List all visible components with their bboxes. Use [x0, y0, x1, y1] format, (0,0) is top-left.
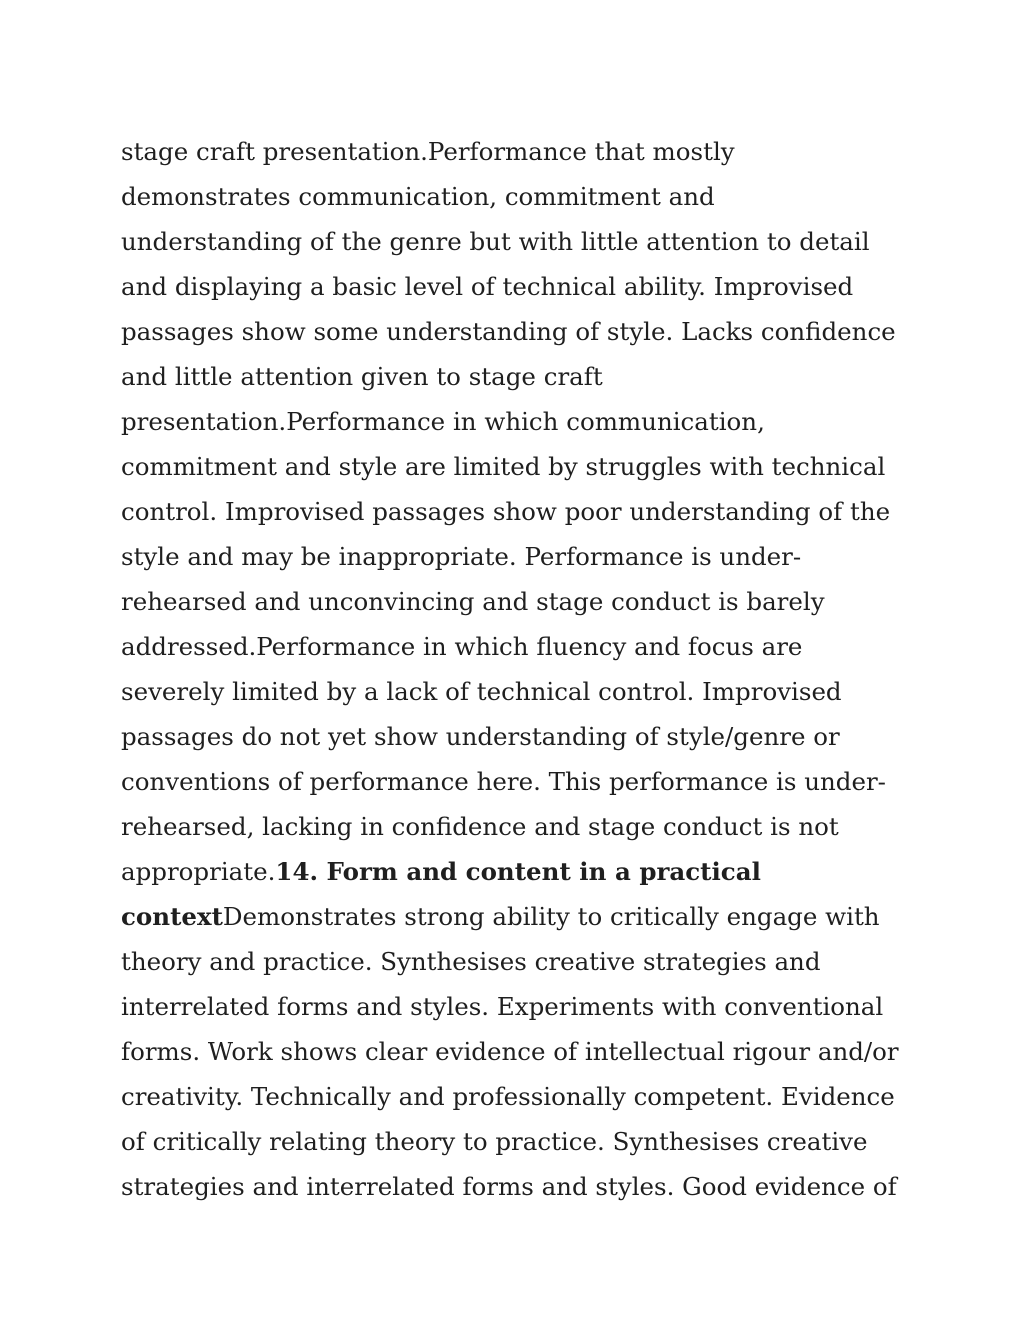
section-heading-continued: context: [121, 902, 223, 931]
text-line: and displaying a basic level of technical ability. Improvised: [121, 272, 854, 301]
text-line-with-heading: [121, 849, 911, 894]
text-line-with-heading: [121, 894, 911, 939]
body-text: [121, 129, 911, 1209]
text-line: stage craft presentation.Performance that mostly: [121, 137, 735, 166]
text-line: addressed.Performance in which fluency and focus are: [121, 632, 803, 661]
text-line: forms. Work shows clear evidence of intellectual rigour and/or: [121, 1037, 899, 1066]
text-line: creativity. Technically and professionally competent. Evidence: [121, 1082, 895, 1111]
text-line: presentation.Performance in which communication,: [121, 407, 765, 436]
text-line: and little attention given to stage craft: [121, 362, 603, 391]
text-line: rehearsed and unconvincing and stage conduct is barely: [121, 587, 825, 616]
text-run: Demonstrates strong ability to critically engage with: [222, 902, 880, 931]
text-line: rehearsed, lacking in confidence and stage conduct is not: [121, 812, 839, 841]
section-heading: 14. Form and content in a practical: [275, 857, 761, 886]
text-line: passages show some understanding of style. Lacks confidence: [121, 317, 896, 346]
text-line: demonstrates communication, commitment and: [121, 182, 715, 211]
text-line: passages do not yet show understanding of style/genre or: [121, 722, 840, 751]
text-line: theory and practice. Synthesises creative strategies and: [121, 947, 821, 976]
text-line: strategies and interrelated forms and styles. Good evidence of: [121, 1172, 897, 1201]
text-line: commitment and style are limited by struggles with technical: [121, 452, 886, 481]
text-line: conventions of performance here. This performance is under-: [121, 767, 886, 796]
text-line: control. Improvised passages show poor understanding of the: [121, 497, 891, 526]
text-line: understanding of the genre but with little attention to detail: [121, 227, 870, 256]
text-line: interrelated forms and styles. Experiments with conventional: [121, 992, 884, 1021]
text-run: appropriate.: [121, 857, 276, 886]
text-line: style and may be inappropriate. Performance is under-: [121, 542, 802, 571]
text-line: of critically relating theory to practice. Synthesises creative: [121, 1127, 868, 1156]
text-line: severely limited by a lack of technical control. Improvised: [121, 677, 842, 706]
